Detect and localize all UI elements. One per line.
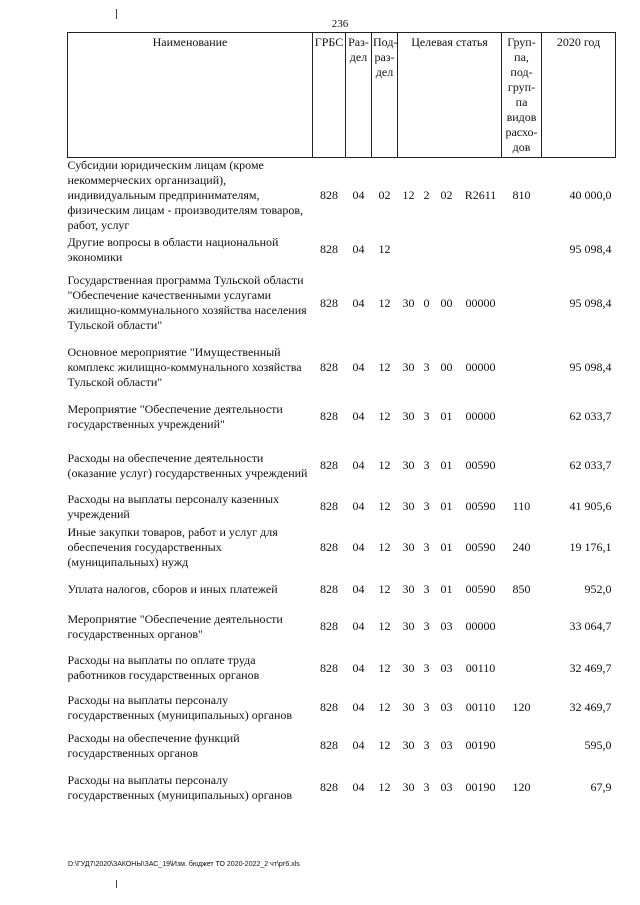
row-podrazdel: 12 — [378, 295, 391, 310]
table-row — [68, 158, 616, 234]
row-sum: 952,0 — [584, 582, 612, 596]
row-name: Расходы на выплаты персоналу государственных (муниципальных) органов — [67, 772, 293, 802]
row-expense-group: 120 — [512, 700, 531, 714]
row-target-subprogram — [420, 234, 434, 266]
row-target-subprogram: 3 — [423, 700, 430, 714]
row-target-program: 30 — [402, 409, 415, 423]
row-target-program: 30 — [402, 458, 415, 472]
row-podrazdel: 12 — [378, 458, 391, 472]
row-target-event: 00 — [440, 359, 453, 374]
row-grbs: 828 — [320, 409, 338, 423]
row-expense-group — [502, 440, 542, 492]
row-target-program: 30 — [402, 540, 415, 554]
row-name: Уплата налогов, сборов и иных платежей — [67, 582, 278, 596]
row-target-direction: 00590 — [465, 582, 496, 596]
row-target-event: 03 — [440, 738, 453, 752]
header-razdel: Раз-дел — [346, 33, 372, 158]
table-row — [68, 522, 616, 574]
row-name: Расходы на выплаты по оплате труда работников государственных органов — [67, 653, 260, 682]
row-razdel: 04 — [352, 458, 365, 472]
row-podrazdel: 12 — [378, 582, 391, 596]
row-razdel: 04 — [352, 359, 365, 374]
table-row — [68, 440, 616, 492]
row-expense-group: 240 — [512, 540, 531, 554]
row-grbs: 828 — [320, 295, 338, 310]
row-sum: 62 033,7 — [569, 409, 612, 423]
row-target-direction — [460, 234, 502, 266]
row-expense-group: 110 — [512, 499, 531, 513]
header-podrazdel: Под-раз-дел — [372, 33, 398, 158]
row-grbs: 828 — [320, 660, 338, 675]
row-sum: 40 000,0 — [569, 188, 612, 203]
row-target-direction: 00190 — [465, 780, 496, 794]
row-razdel: 04 — [352, 540, 365, 554]
row-sum: 95 098,4 — [569, 242, 612, 256]
row-expense-group — [502, 606, 542, 648]
row-grbs: 828 — [320, 582, 338, 596]
row-target-direction: 00590 — [465, 499, 496, 513]
row-razdel: 04 — [352, 242, 365, 256]
row-name: Мероприятие "Обеспечение деятельности государственных органов" — [67, 611, 283, 641]
row-expense-group: 120 — [512, 780, 531, 794]
row-target-direction: 00590 — [465, 540, 496, 554]
row-grbs: 828 — [320, 188, 338, 203]
table-row — [68, 492, 616, 522]
row-target-event: 01 — [440, 540, 453, 554]
row-target-direction: 00590 — [465, 458, 496, 472]
row-sum: 33 064,7 — [569, 619, 612, 633]
row-name: Мероприятие "Обеспечение деятельности государственных учреждений" — [67, 401, 283, 431]
row-target-subprogram: 3 — [423, 409, 430, 423]
row-grbs: 828 — [320, 540, 338, 554]
table-row — [68, 574, 616, 606]
row-target-direction: 00190 — [465, 738, 496, 752]
row-target-subprogram: 3 — [423, 582, 430, 596]
row-sum: 32 469,7 — [569, 660, 612, 675]
row-sum: 595,0 — [584, 738, 612, 752]
row-grbs: 828 — [320, 359, 338, 374]
row-razdel: 04 — [352, 582, 365, 596]
row-razdel: 04 — [352, 738, 365, 752]
row-name: Другие вопросы в области национальной экономики — [67, 234, 279, 264]
row-sum: 95 098,4 — [569, 359, 612, 374]
row-razdel: 04 — [352, 499, 365, 513]
row-podrazdel: 12 — [378, 540, 391, 554]
table-row — [68, 266, 616, 341]
row-podrazdel: 12 — [378, 619, 391, 633]
row-razdel: 04 — [352, 619, 365, 633]
row-sum: 41 905,6 — [569, 499, 612, 513]
row-podrazdel: 02 — [378, 188, 391, 203]
row-target-direction: 00110 — [465, 660, 496, 675]
row-name: Основное мероприятие "Имущественный комплекс жилищно-коммунального хозяйства Тульской области" — [67, 344, 302, 389]
row-expense-group — [502, 648, 542, 689]
row-podrazdel: 12 — [378, 780, 391, 794]
row-target-subprogram: 3 — [423, 738, 430, 752]
row-target-event: 01 — [440, 582, 453, 596]
row-target-subprogram: 3 — [423, 359, 430, 374]
row-podrazdel: 12 — [378, 359, 391, 374]
row-target-event: 03 — [440, 660, 453, 675]
file-path-footer: D:\ГУД7\2020\ЗАКОНЫ\ЗАС_19\Изм. бюджет ТО 2020-2022_2 чт\рг6.xls — [68, 861, 300, 868]
row-target-program: 30 — [402, 619, 415, 633]
row-target-event — [434, 234, 460, 266]
row-sum: 95 098,4 — [569, 295, 612, 310]
row-target-program — [398, 234, 420, 266]
row-target-subprogram: 0 — [423, 295, 430, 310]
row-podrazdel: 12 — [378, 409, 391, 423]
row-target-subprogram: 3 — [423, 458, 430, 472]
row-razdel: 04 — [352, 700, 365, 714]
row-sum: 62 033,7 — [569, 458, 612, 472]
row-grbs: 828 — [320, 499, 338, 513]
row-grbs: 828 — [320, 780, 338, 794]
row-podrazdel: 12 — [378, 242, 391, 256]
row-podrazdel: 12 — [378, 700, 391, 714]
table-row — [68, 234, 616, 266]
row-expense-group: 850 — [512, 582, 531, 596]
row-name: Расходы на обеспечение функций государственных органов — [67, 730, 240, 760]
table-row — [68, 606, 616, 648]
header-year: 2020 год — [542, 33, 616, 158]
row-target-direction: 00000 — [465, 295, 496, 310]
row-target-subprogram: 3 — [423, 780, 430, 794]
row-grbs: 828 — [320, 458, 338, 472]
scan-mark-bottom — [116, 880, 117, 888]
row-target-event: 01 — [440, 409, 453, 423]
table-row — [68, 341, 616, 394]
table-header-row — [68, 33, 616, 158]
row-expense-group — [502, 341, 542, 394]
row-expense-group — [502, 234, 542, 266]
budget-table — [67, 32, 616, 811]
table-row — [68, 689, 616, 727]
row-target-event: 03 — [440, 619, 453, 633]
row-target-program: 30 — [402, 499, 415, 513]
row-expense-group — [502, 266, 542, 341]
header-name: Наименование — [68, 33, 313, 158]
row-target-event: 03 — [440, 780, 453, 794]
row-target-direction: 00110 — [465, 700, 496, 714]
row-target-program: 30 — [402, 780, 415, 794]
row-sum: 67,9 — [590, 780, 612, 794]
row-target-program: 12 — [402, 188, 415, 203]
table-row — [68, 727, 616, 765]
row-sum: 19 176,1 — [569, 540, 612, 554]
row-target-event: 02 — [440, 188, 453, 203]
row-podrazdel: 12 — [378, 738, 391, 752]
row-grbs: 828 — [320, 738, 338, 752]
row-expense-group — [502, 394, 542, 440]
row-target-subprogram: 2 — [423, 188, 430, 203]
row-podrazdel: 12 — [378, 499, 391, 513]
row-name: Субсидии юридическим лицам (кроме некоммерческих организаций), индивидуальным предпринимателям, физическим лицам - производителям товаров, работ, услуг — [67, 158, 304, 233]
row-target-event: 00 — [440, 295, 453, 310]
row-target-subprogram: 3 — [423, 660, 430, 675]
row-razdel: 04 — [352, 780, 365, 794]
row-target-program: 30 — [402, 700, 415, 714]
row-sum: 32 469,7 — [569, 700, 612, 714]
row-target-event: 01 — [440, 458, 453, 472]
row-name: Расходы на обеспечение деятельности (оказание услуг) государственных учреждений — [67, 450, 308, 480]
row-name: Расходы на выплаты персоналу государственных (муниципальных) органов — [67, 692, 293, 722]
row-target-direction: 00000 — [465, 619, 496, 633]
row-expense-group: 810 — [512, 188, 531, 203]
table-row — [68, 765, 616, 811]
row-podrazdel: 12 — [378, 660, 391, 675]
header-target: Целевая статья — [398, 33, 502, 158]
row-target-program: 30 — [402, 660, 415, 675]
header-grbs: ГРБС — [313, 33, 346, 158]
row-target-subprogram: 3 — [423, 540, 430, 554]
row-razdel: 04 — [352, 409, 365, 423]
row-grbs: 828 — [320, 700, 338, 714]
table-row — [68, 394, 616, 440]
row-grbs: 828 — [320, 619, 338, 633]
row-name: Расходы на выплаты персоналу казенных учреждений — [67, 491, 280, 521]
row-target-event: 03 — [440, 700, 453, 714]
row-target-direction: 00000 — [465, 359, 496, 374]
row-target-direction: 00000 — [465, 409, 496, 423]
row-target-program: 30 — [402, 359, 415, 374]
page-number: 236 — [331, 18, 349, 30]
row-target-program: 30 — [402, 295, 415, 310]
row-razdel: 04 — [352, 188, 365, 203]
row-name: Иные закупки товаров, работ и услуг для обеспечения государственных (муниципальных) нужд — [67, 525, 278, 569]
table-row — [68, 648, 616, 689]
row-expense-group — [502, 727, 542, 765]
row-razdel: 04 — [352, 295, 365, 310]
row-target-event: 01 — [440, 499, 453, 513]
row-name: Государственная программа Тульской области "Обеспечение качественными услугами жилищно-коммунального хозяйства населения Тульской области" — [67, 273, 307, 332]
row-target-direction: R2611 — [464, 188, 497, 203]
row-target-subprogram: 3 — [423, 499, 430, 513]
header-group: Груп-па, под-груп-па видов расхо-дов — [502, 33, 542, 158]
row-razdel: 04 — [352, 660, 365, 675]
row-target-program: 30 — [402, 582, 415, 596]
row-grbs: 828 — [320, 242, 338, 256]
row-target-subprogram: 3 — [423, 619, 430, 633]
row-target-program: 30 — [402, 738, 415, 752]
